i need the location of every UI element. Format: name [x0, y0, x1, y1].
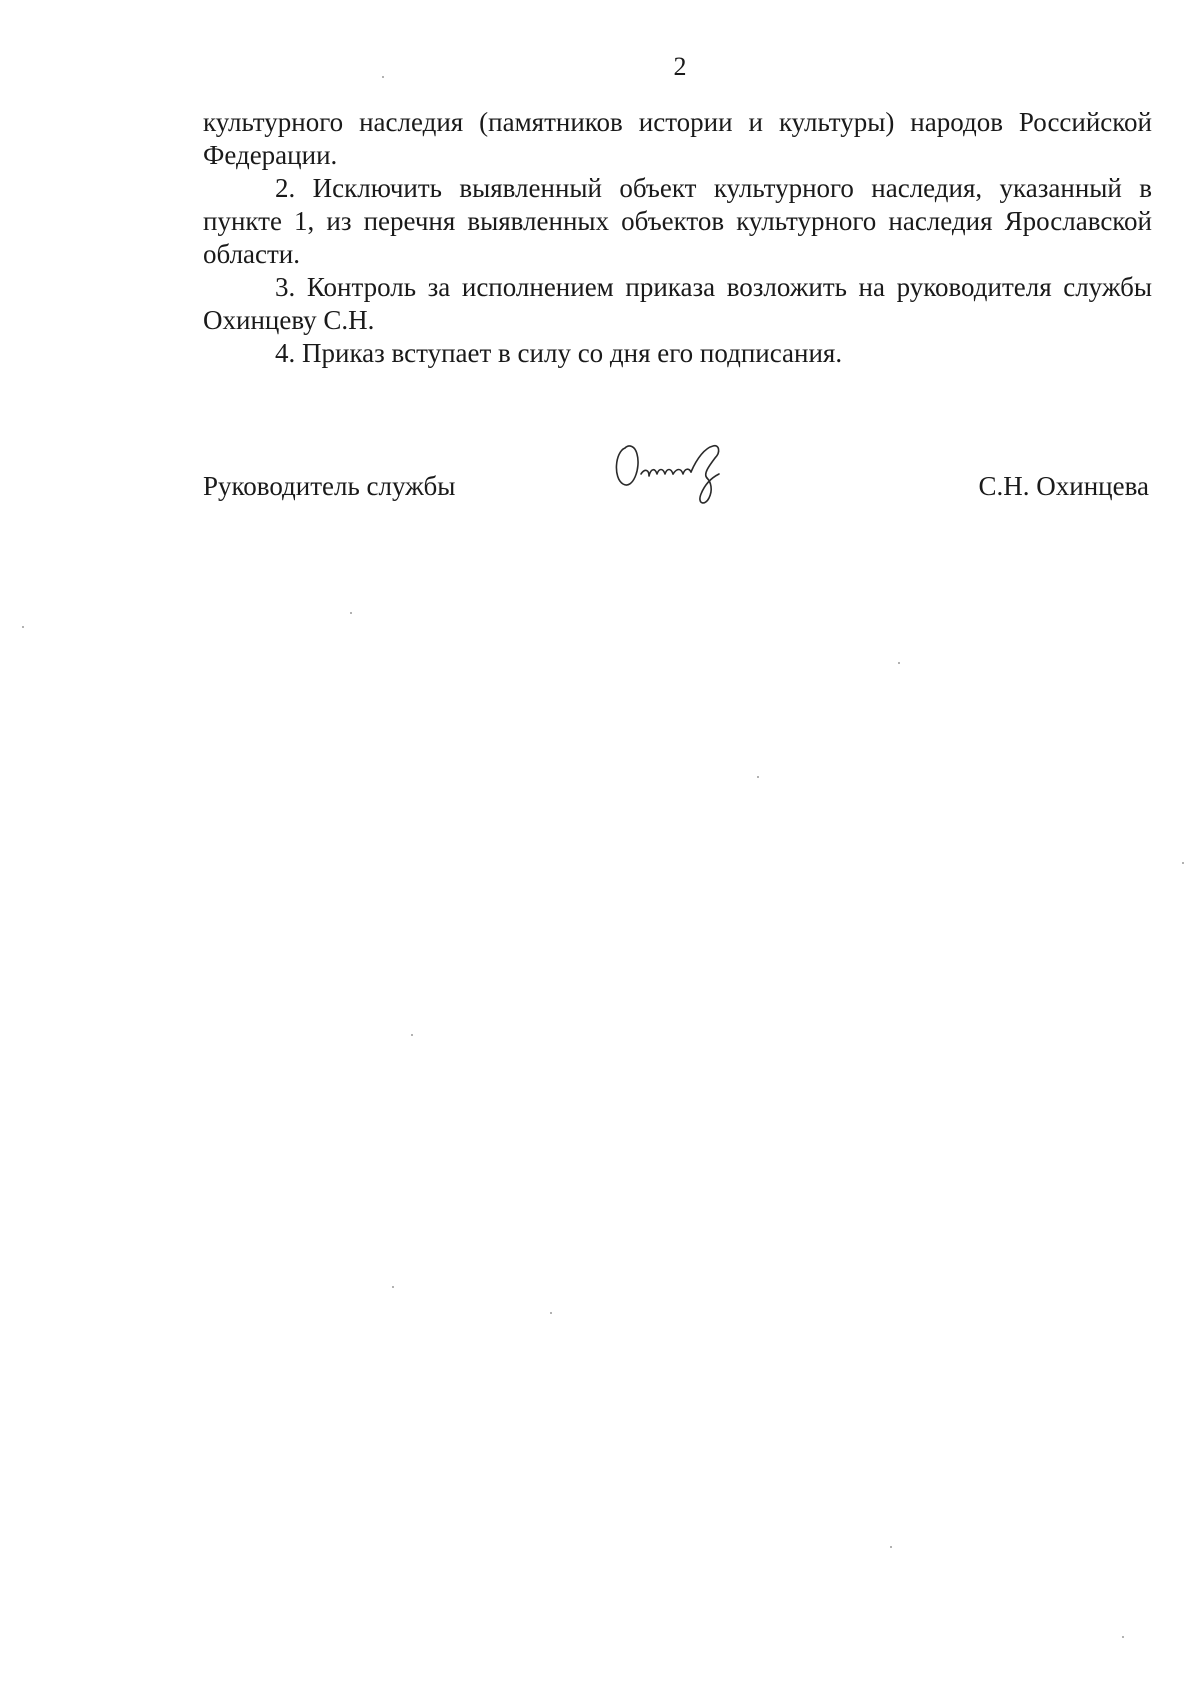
scan-speck [382, 76, 384, 78]
scan-speck [898, 662, 900, 664]
scan-speck [411, 1034, 413, 1036]
paragraph-continuation: культурного наследия (памятников истории и культуры) народов Российской Федерации. [203, 107, 1152, 170]
scan-speck [350, 612, 352, 614]
scan-speck [757, 776, 759, 778]
scan-speck [550, 1312, 552, 1314]
scan-speck [890, 1546, 892, 1548]
handwritten-signature [611, 428, 741, 508]
document-body [203, 106, 1152, 370]
paragraph-item-2: 2. Исключить выявленный объект культурного наследия, указанный в пункте 1, из перечня выявленных объектов культурного наследия Ярославской области. [203, 173, 1152, 269]
signatory-name: С.Н. Охинцева [978, 471, 1149, 501]
paragraph-item-3: 3. Контроль за исполнением приказа возложить на руководителя службы Охинцеву С.Н. [203, 272, 1152, 335]
scan-speck [1182, 862, 1184, 864]
scan-speck [392, 1286, 394, 1288]
scan-speck [22, 626, 24, 628]
page-number: 2 [673, 52, 687, 81]
paragraph-item-4: 4. Приказ вступает в силу со дня его подписания. [275, 338, 843, 368]
signature-block [203, 470, 1149, 510]
scan-speck [1122, 1636, 1124, 1638]
signatory-position: Руководитель службы [203, 471, 456, 501]
